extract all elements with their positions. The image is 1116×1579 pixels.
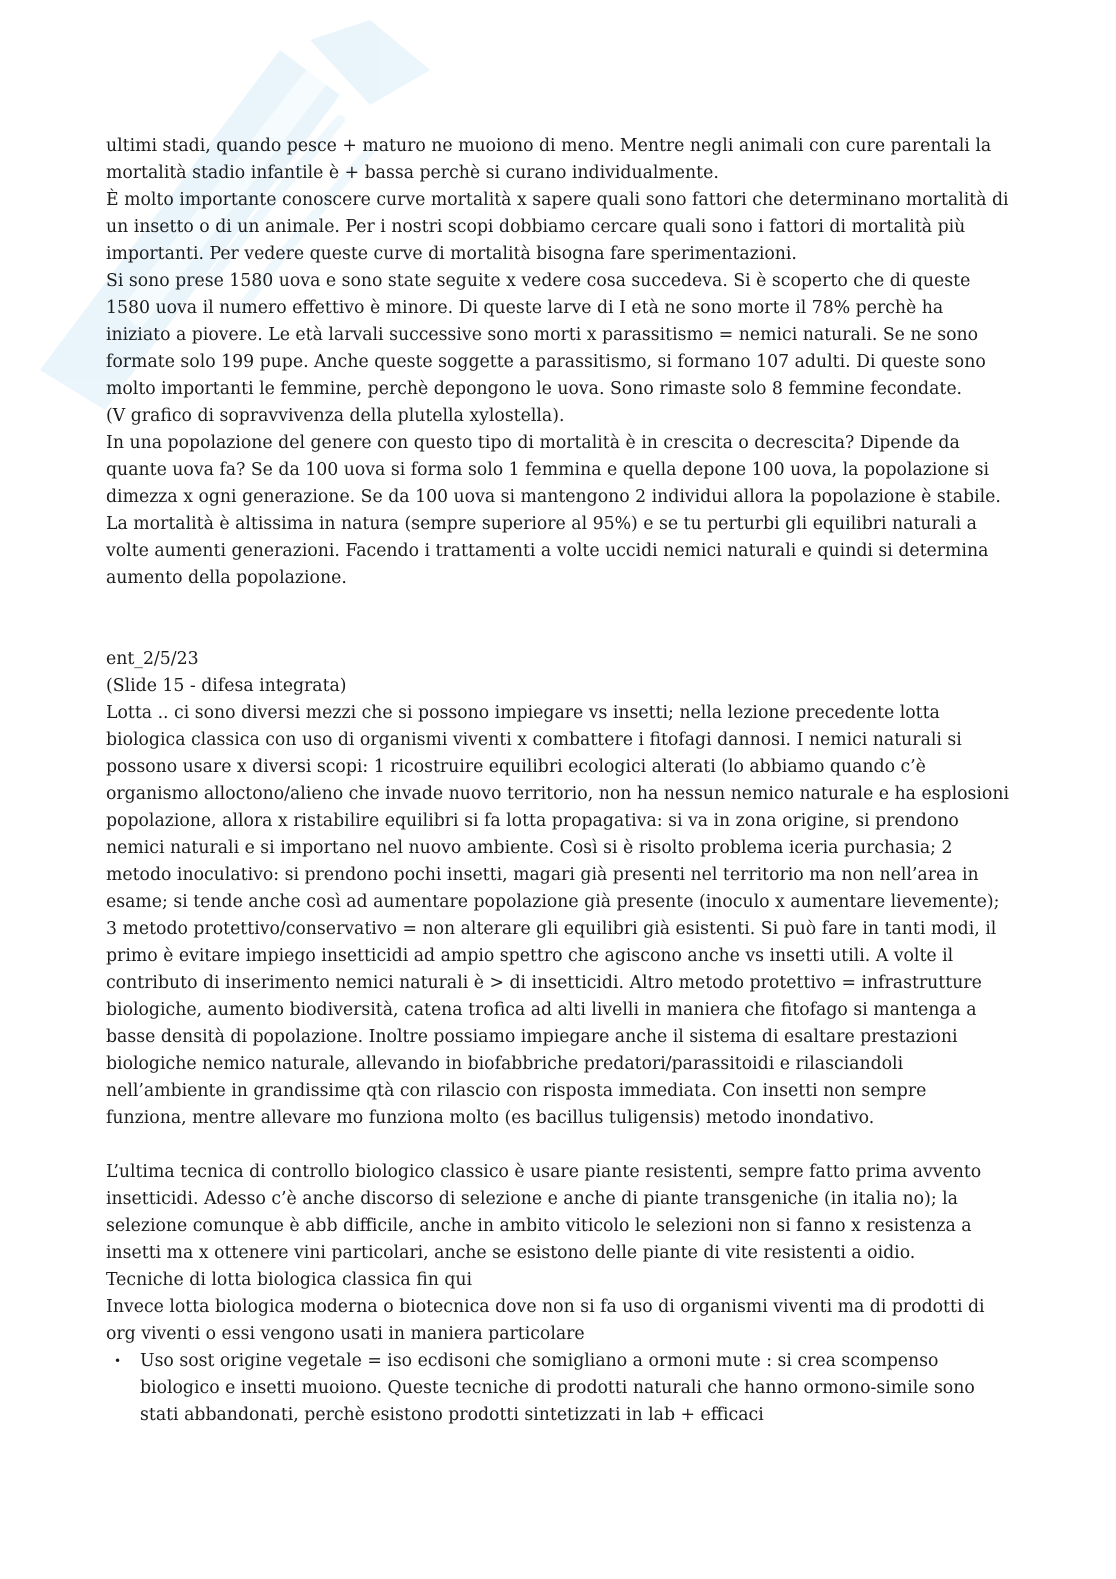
paragraph-gap bbox=[106, 1132, 1012, 1159]
bullet-list bbox=[106, 1348, 1012, 1429]
paragraph: ultimi stadi, quando pesce + maturo ne muoiono di meno. Mentre negli animali con cure parentali la mortalità stadio infantile è + bassa perchè si curano individualmente. bbox=[106, 136, 992, 183]
paragraph: In una popolazione del genere con questo tipo di mortalità è in crescita o decrescita? Dipende da quante uova fa? Se da 100 uova si forma solo 1 femmina e quella depone 100 uova, la popolazione si dimezza x ogni generazione. Se da 100 uova si mantengono 2 individui allora la popolazione è stabile. La mortalità è altissima in natura (sempre superiore al 95%) e se tu perturbi gli equilibri naturali a volte aumenti generazioni. Facendo i trattamenti a volte uccidi nemici naturali e quindi si determina aumento della popolazione. bbox=[106, 433, 1001, 588]
paragraph: Invece lotta biologica moderna o biotecnica dove non si fa uso di organismi viventi ma di prodotti di org viventi o essi vengono usati in maniera particolare bbox=[106, 1297, 985, 1344]
lecture-date-heading: ent_2/5/23 bbox=[106, 649, 199, 669]
section-gap bbox=[106, 592, 1012, 646]
paragraph: È molto importante conoscere curve mortalità x sapere quali sono fattori che determinano mortalità di un insetto o di un animale. Per i nostri scopi dobbiamo cercare quali sono i fattori di mortalità più importanti. Per vedere queste curve di mortalità bisogna fare sperimentazioni. bbox=[106, 190, 1009, 264]
list-item-text: Uso sost origine vegetale = iso ecdisoni che somigliano a ormoni mute : si crea scompenso biologico e insetti muoiono. Queste tecniche di prodotti naturali che hanno ormono-simile sono stati abbandonati, perchè esistono prodotti sintetizzati in lab + efficaci bbox=[140, 1351, 975, 1425]
section-lecture-ent-2-5-23 bbox=[106, 646, 1012, 1429]
bullet-icon: • bbox=[114, 1354, 122, 1368]
paragraph: Tecniche di lotta biologica classica fin qui bbox=[106, 1270, 473, 1290]
document-page bbox=[106, 133, 1012, 1429]
paragraph: Si sono prese 1580 uova e sono state seguite x vedere cosa succedeva. Si è scoperto che di queste 1580 uova il numero effettivo è minore. Di queste larve di I età ne sono morte il 78% perchè ha iniziato a piovere. Le età larvali successive sono morti x parassitismo = nemici naturali. Se ne sono formate solo 199 pupe. Anche queste soggette a parassitismo, si formano 107 adulti. Di queste sono molto importanti le femmine, perchè depongono le uova. Sono rimaste solo 8 femmine fecondate. bbox=[106, 271, 986, 399]
section-mortality bbox=[106, 133, 1012, 592]
list-item bbox=[106, 1348, 1012, 1429]
paragraph: Lotta .. ci sono diversi mezzi che si possono impiegare vs insetti; nella lezione precedente lotta biologica classica con uso di organismi viventi x combattere i fitofagi dannosi. I nemici naturali si possono usare x diversi scopi: 1 ricostruire equilibri ecologici alterati (lo abbiamo quando c’è organismo alloctono/alieno che invade nuovo territorio, non ha nessun nemico naturale e ha esplosioni popolazione, allora x ristabilire equilibri si fa lotta propagativa: si va in zona origine, si prendono nemici naturali e si importano nel nuovo ambiente. Così si è risolto problema iceria purchasia; 2 metodo inoculativo: si prendono pochi insetti, magari già presenti nel territorio ma non nell’area in esame; si tende anche così ad aumentare popolazione già presente (inoculo x aumentare lievemente); 3 metodo protettivo/conservativo = non alterare gli equilibri già esistenti. Si può fare in tanti modi, il primo è evitare impiego insetticidi ad ampio spettro che agiscono anche vs insetti utili. A volte il contributo di inserimento nemici naturali è > di insetticidi. Altro metodo protettivo = infrastrutture biologiche, aumento biodiversità, catena trofica ad alti livelli in maniera che fitofago si mantenga a basse densità di popolazione. Inoltre possiamo impiegare anche il sistema di esaltare prestazioni biologiche nemico naturale, allevando in biofabbriche predatori/parassitoidi e rilasciandoli nell’ambiente in grandissime qtà con rilascio con risposta immediata. Con insetti non sempre funziona, mentre allevare mo funziona molto (es bacillus tuligensis) metodo inondativo. bbox=[106, 703, 1009, 1128]
paragraph: L’ultima tecnica di controllo biologico classico è usare piante resistenti, sempre fatto prima avvento insetticidi. Adesso c’è anche discorso di selezione e anche di piante transgeniche (in italia no); la selezione comunque è abb difficile, anche in ambito viticolo le selezioni non si fanno x resistenza a insetti ma x ottenere vini particolari, anche se esistono delle piante di vite resistenti a oidio. bbox=[106, 1162, 982, 1263]
slide-reference: (Slide 15 - difesa integrata) bbox=[106, 676, 347, 696]
paragraph: (V grafico di sopravvivenza della plutella xylostella). bbox=[106, 406, 565, 426]
